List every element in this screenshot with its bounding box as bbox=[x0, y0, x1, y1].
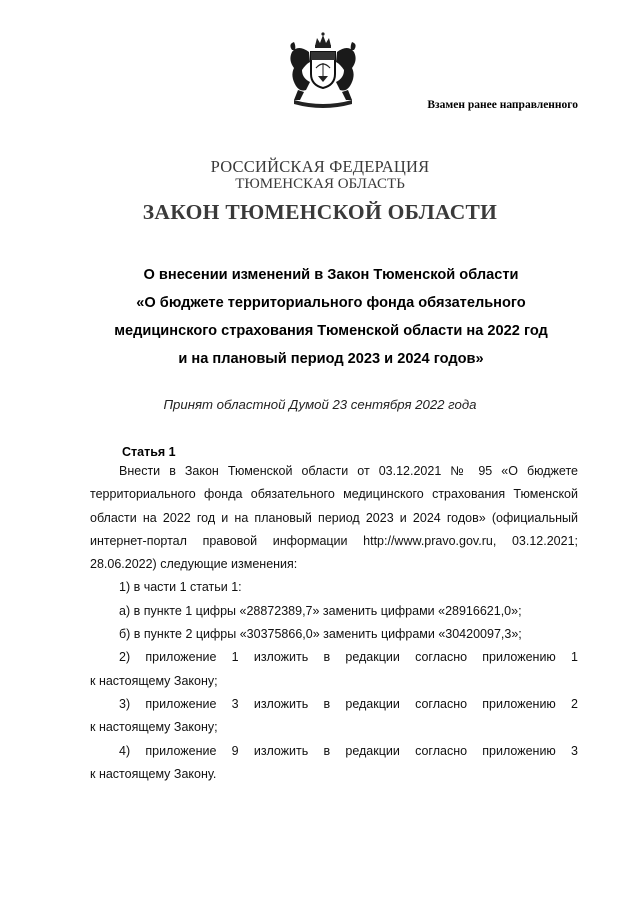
list-item: 2) приложение 1 изложить в редакции согласно приложению 1 bbox=[119, 650, 578, 665]
replacement-note: Взамен ранее направленного bbox=[427, 99, 578, 111]
list-item: 1) в части 1 статьи 1: bbox=[119, 580, 242, 595]
body-line: Внести в Закон Тюменской области от 03.12.2021 № 95 «О бюджете bbox=[119, 464, 578, 478]
coat-of-arms-emblem bbox=[282, 30, 364, 112]
body-line: интернет-портал правовой информации http://www.pravo.gov.ru, 03.12.2021; bbox=[90, 533, 578, 548]
article-heading: Статья 1 bbox=[122, 445, 176, 459]
list-item-continuation: к настоящему Закону; bbox=[90, 673, 218, 688]
law-title-line: медицинского страхования Тюменской области на 2022 год bbox=[114, 323, 548, 339]
law-title bbox=[90, 261, 572, 373]
adoption-note: Принят областной Думой 23 сентября 2022 года bbox=[163, 397, 477, 412]
law-heading: ЗАКОН ТЮМЕНСКОЙ ОБЛАСТИ bbox=[142, 200, 498, 224]
law-title-line: «О бюджете территориального фонда обязательного bbox=[136, 295, 526, 311]
list-item: 3) приложение 3 изложить в редакции согласно приложению 2 bbox=[119, 696, 578, 711]
article-body bbox=[90, 460, 578, 786]
law-title-line: и на плановый период 2023 и 2024 годов» bbox=[178, 351, 484, 367]
list-item-continuation: к настоящему Закону. bbox=[90, 766, 217, 781]
region-heading: ТЮМЕНСКАЯ ОБЛАСТЬ bbox=[235, 176, 405, 192]
list-item: 4) приложение 9 изложить в редакции согласно приложению 3 bbox=[119, 743, 578, 758]
list-item: а) в пункте 1 цифры «28872389,7» заменить цифрами «28916621,0»; bbox=[119, 603, 522, 618]
federation-heading: РОССИЙСКАЯ ФЕДЕРАЦИЯ bbox=[210, 157, 430, 176]
body-line: 28.06.2022) следующие изменения: bbox=[90, 557, 298, 572]
list-item-continuation: к настоящему Закону; bbox=[90, 720, 218, 735]
body-line: территориального фонда обязательного медицинского страхования Тюменской bbox=[90, 487, 578, 502]
law-title-line: О внесении изменений в Закон Тюменской области bbox=[143, 267, 519, 283]
body-line: области на 2022 год и на плановый период 2023 и 2024 годов» (официальный bbox=[90, 510, 578, 525]
list-item: б) в пункте 2 цифры «30375866,0» заменить цифрами «30420097,3»; bbox=[119, 627, 522, 642]
